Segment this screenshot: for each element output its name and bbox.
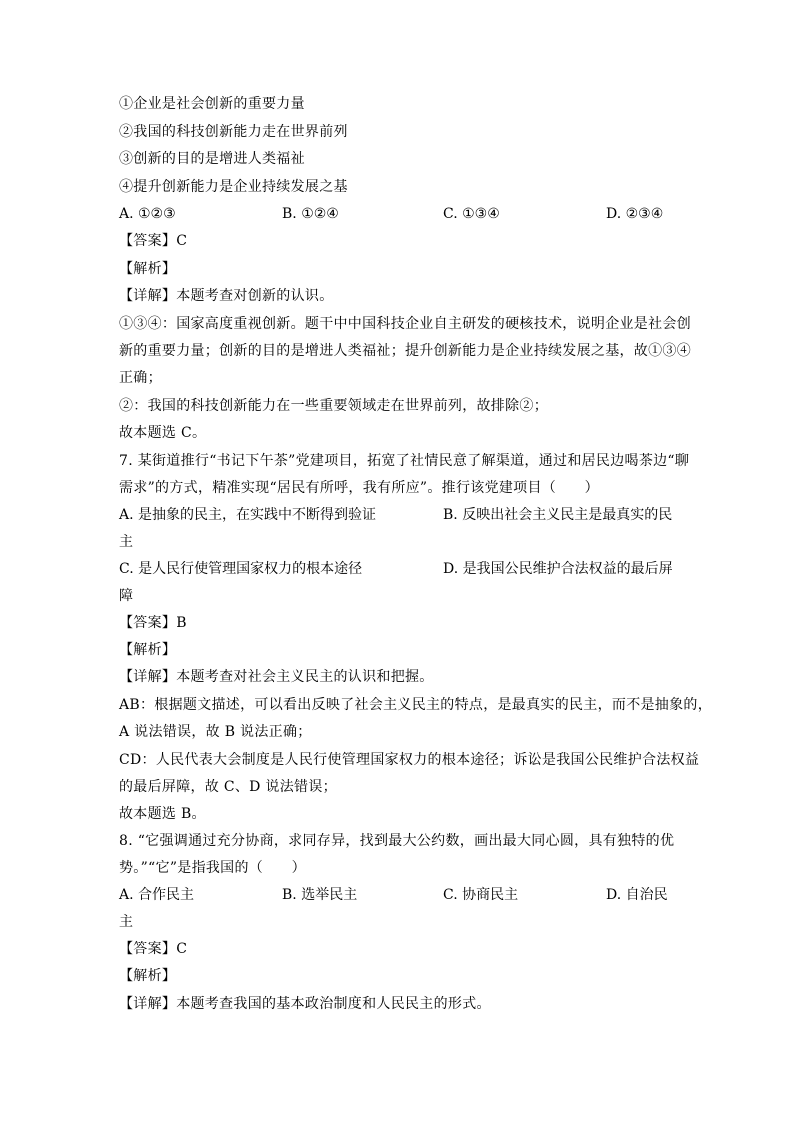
q6-item-2: ②我国的科技创新能力走在世界前列: [119, 124, 348, 140]
q6-item-1: ①企业是社会创新的重要力量: [119, 96, 305, 112]
q8-detail: 【详解】本题考查我国的基本政治制度和人民民主的形式。: [119, 996, 491, 1012]
q7-analysis-line-1: AB：根据题文描述，可以看出反映了社会主义民主的特点，是最真实的民主，而不是抽象的，: [119, 697, 712, 713]
q8-option-b: B. 选举民主: [282, 887, 358, 903]
q7-analysis-line-3: CD：人民代表大会制度是人民行使管理国家权力的根本途径；诉讼是我国公民维护合法权益: [119, 752, 700, 768]
q7-stem-line-1: 7. 某街道推行“书记下午茶”党建项目，拓宽了社情民意了解渠道，通过和居民边喝茶边“聊: [119, 453, 690, 469]
q6-answer: 【答案】C: [119, 233, 188, 249]
q7-option-c: C. 是人民行使管理国家权力的根本途径: [119, 561, 363, 577]
q8-stem-line-2: 势。”“它”是指我国的（ ）: [119, 860, 306, 876]
q8-option-c: C. 协商民主: [443, 887, 519, 903]
q7-detail: 【详解】本题考查对社会主义民主的认识和把握。: [119, 669, 434, 685]
q7-answer: 【答案】B: [119, 615, 187, 631]
q7-option-b: B. 反映出社会主义民主是最真实的民: [443, 507, 673, 523]
q6-option-a: A. ①②③: [119, 206, 176, 222]
q7-stem-line-2: 需求”的方式，精准实现“居民有所呼，我有所应”。推行该党建项目（ ）: [119, 480, 599, 496]
q8-analysis-title: 【解析】: [119, 968, 177, 984]
q7-analysis-line-4: 的最后屏障，故 C、D 说法错误；: [119, 779, 337, 795]
q7-analysis-title: 【解析】: [119, 642, 177, 658]
q6-item-4: ④提升创新能力是企业持续发展之基: [119, 179, 348, 195]
q8-option-d: D. 自治民: [606, 887, 668, 903]
q8-option-a: A. 合作民主: [119, 887, 195, 903]
q7-option-d: D. 是我国公民维护合法权益的最后屏: [443, 561, 673, 577]
q7-option-b-wrap: 主: [119, 534, 133, 550]
q6-analysis-line-1: ①③④：国家高度重视创新。题干中中国科技企业自主研发的硬核技术，说明企业是社会创: [119, 316, 691, 332]
q7-analysis-line-2: A 说法错误，故 B 说法正确；: [119, 724, 312, 740]
q7-analysis-line-5: 故本题选 B。: [119, 806, 206, 822]
q6-detail: 【详解】本题考查对创新的认识。: [119, 288, 334, 304]
q6-analysis-line-5: 故本题选 C。: [119, 425, 207, 441]
q6-option-b: B. ①②④: [282, 206, 339, 222]
q8-answer: 【答案】C: [119, 941, 188, 957]
q6-option-c: C. ①③④: [443, 206, 500, 222]
q6-analysis-line-3: 正确；: [119, 370, 162, 386]
q8-option-d-wrap: 主: [119, 914, 133, 930]
q7-option-d-wrap: 障: [119, 588, 133, 604]
q6-analysis-title: 【解析】: [119, 261, 177, 277]
q8-stem-line-1: 8. “它强调通过充分协商，求同存异，找到最大公约数，画出最大同心圆，具有独特的优: [119, 833, 675, 849]
q6-analysis-line-2: 新的重要力量；创新的目的是增进人类福祉；提升创新能力是企业持续发展之基，故①③④: [119, 343, 691, 359]
q7-option-a: A. 是抽象的民主，在实践中不断得到验证: [119, 507, 377, 523]
q6-item-3: ③创新的目的是增进人类福祉: [119, 151, 305, 167]
q6-option-d: D. ②③④: [606, 206, 664, 222]
q6-analysis-line-4: ②：我国的科技创新能力在一些重要领域走在世界前列，故排除②；: [119, 398, 548, 414]
